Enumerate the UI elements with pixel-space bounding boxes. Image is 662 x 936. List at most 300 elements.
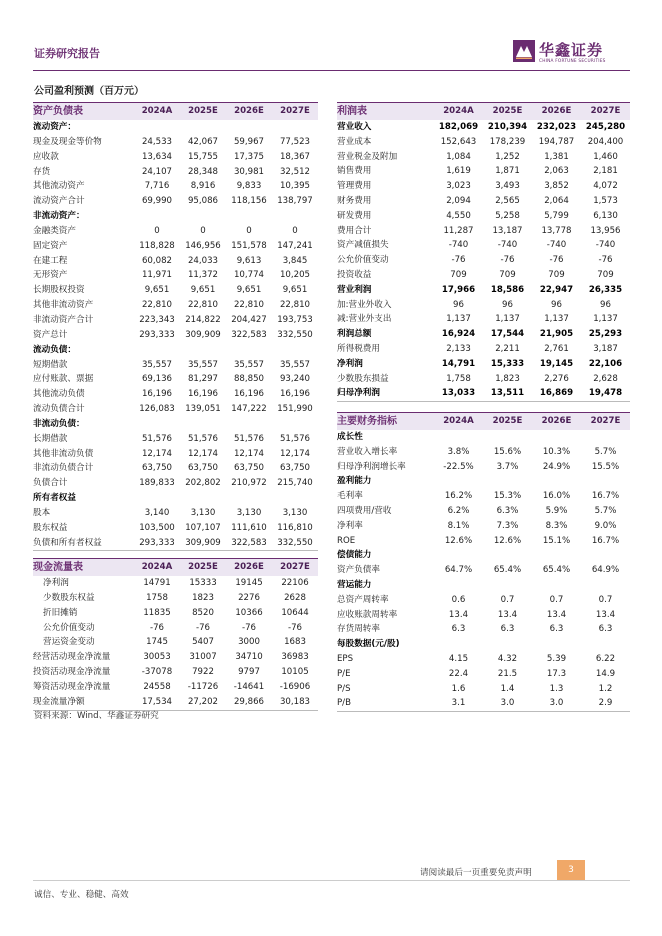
cell-value: 11,287 bbox=[443, 225, 474, 236]
row-label: 毛利率 bbox=[337, 491, 363, 502]
cell-value: 1,619 bbox=[446, 166, 471, 177]
table-row bbox=[337, 593, 630, 608]
cell-value: 96 bbox=[600, 299, 611, 310]
column-header: 2025E bbox=[180, 559, 226, 577]
row-label: 少数股东损益 bbox=[337, 373, 389, 384]
cell-value: 36983 bbox=[281, 652, 309, 663]
table-row bbox=[33, 476, 318, 491]
balance-sheet-table bbox=[33, 102, 318, 551]
cell-value: 17.3 bbox=[546, 668, 567, 679]
row-label: 非流动资产合计 bbox=[33, 314, 94, 325]
row-label: 归母净利润增长率 bbox=[337, 461, 406, 472]
cell-value: 6.3% bbox=[496, 505, 519, 516]
cell-value bbox=[483, 474, 532, 489]
row-label: 现金及现金等价物 bbox=[33, 136, 102, 147]
row-label: 偿债能力 bbox=[337, 550, 372, 561]
cell-value bbox=[581, 430, 630, 445]
cell-value: 22,810 bbox=[187, 300, 219, 311]
cell-value: 11,971 bbox=[141, 270, 173, 281]
cell-value: 18,367 bbox=[279, 151, 311, 162]
cell-value: 5.7% bbox=[594, 446, 617, 457]
table-row bbox=[337, 652, 630, 667]
cell-value: 4.15 bbox=[448, 653, 469, 664]
cell-value bbox=[134, 120, 180, 135]
cell-value: 4,550 bbox=[446, 210, 471, 221]
cell-value: 77,523 bbox=[279, 136, 311, 147]
cell-value: 3.0 bbox=[532, 696, 581, 711]
cell-value: 13.4 bbox=[595, 609, 616, 620]
cell-value: 10105 bbox=[281, 667, 309, 678]
cell-value: -37078 bbox=[141, 667, 173, 678]
cell-value: 15.3% bbox=[493, 491, 522, 502]
cell-value: 60,082 bbox=[141, 255, 173, 266]
table-row bbox=[337, 445, 630, 460]
table-row bbox=[33, 506, 318, 521]
cell-value: 2276 bbox=[238, 592, 260, 603]
cell-value: 64.7% bbox=[444, 565, 473, 576]
income-statement-table bbox=[337, 102, 630, 402]
cell-value: 1,381 bbox=[544, 151, 569, 162]
cell-value: 16,196 bbox=[279, 389, 311, 400]
cell-value: 2,064 bbox=[544, 195, 569, 206]
cell-value bbox=[180, 120, 226, 135]
cell-value: 118,828 bbox=[139, 240, 175, 251]
cell-value: 245,280 bbox=[585, 122, 626, 132]
row-label: 筹资活动现金净流量 bbox=[33, 681, 111, 692]
cell-value: 30,183 bbox=[272, 695, 318, 710]
column-header: 2025E bbox=[180, 103, 226, 121]
row-label: 成长性 bbox=[337, 432, 363, 443]
table-header-row bbox=[33, 559, 318, 577]
table-row bbox=[337, 667, 630, 682]
cell-value: 210,972 bbox=[231, 478, 267, 489]
cell-value: 93,240 bbox=[279, 374, 311, 385]
cell-value: 10,395 bbox=[279, 181, 311, 192]
table-row bbox=[33, 268, 318, 283]
header-divider bbox=[33, 70, 630, 71]
table-row bbox=[33, 179, 318, 194]
cell-value bbox=[272, 343, 318, 358]
cell-value: 1,137 bbox=[446, 314, 471, 325]
cell-value bbox=[226, 343, 272, 358]
cell-value bbox=[272, 417, 318, 432]
cell-value: 24558 bbox=[143, 681, 171, 692]
row-label: P/E bbox=[337, 668, 351, 679]
cell-value: 6.3 bbox=[598, 624, 613, 635]
cell-value: 152,643 bbox=[440, 136, 477, 147]
cell-value: 51,576 bbox=[187, 433, 219, 444]
logo-text-en: CHINA FORTUNE SECURITIES bbox=[539, 59, 606, 64]
row-label: 净利润 bbox=[337, 358, 363, 369]
cell-value: 118,156 bbox=[231, 196, 267, 207]
cell-value: 1,137 bbox=[544, 314, 569, 325]
row-label: 营运能力 bbox=[337, 579, 372, 590]
cell-value: 0 bbox=[154, 225, 160, 236]
cell-value: 309,909 bbox=[185, 329, 221, 340]
page-number-badge: 3 bbox=[557, 860, 585, 880]
cell-value: -76 bbox=[598, 255, 613, 266]
table-row bbox=[33, 239, 318, 254]
cell-value: 15.5% bbox=[591, 461, 620, 472]
cell-value bbox=[434, 548, 483, 563]
cell-value: 0.7 bbox=[549, 594, 564, 605]
row-label: 管理费用 bbox=[337, 181, 372, 192]
cell-value: 27,202 bbox=[180, 695, 226, 710]
table-row bbox=[337, 327, 630, 342]
cell-value: 1.2 bbox=[598, 683, 613, 694]
table-row bbox=[33, 417, 318, 432]
cell-value: 4.32 bbox=[497, 653, 518, 664]
cell-value bbox=[226, 491, 272, 506]
cell-value: 5407 bbox=[192, 637, 214, 648]
table-header-row bbox=[337, 103, 630, 121]
row-label: P/S bbox=[337, 683, 351, 694]
cell-value: 2,181 bbox=[593, 166, 618, 177]
cell-value bbox=[134, 209, 180, 224]
row-label: 营业收入增长率 bbox=[337, 446, 398, 457]
cell-value: 13,634 bbox=[141, 151, 173, 162]
cell-value: 146,956 bbox=[185, 240, 221, 251]
cell-value: 1823 bbox=[192, 592, 214, 603]
cell-value: 11835 bbox=[143, 607, 171, 618]
cell-value: 16.2% bbox=[444, 491, 473, 502]
row-label: 现金流量净额 bbox=[33, 695, 134, 710]
cell-value: 194,787 bbox=[538, 136, 575, 147]
cell-value: 0.6 bbox=[451, 594, 466, 605]
table-row bbox=[337, 150, 630, 165]
cell-value: 17,544 bbox=[490, 329, 525, 340]
cell-value: 22,810 bbox=[141, 300, 173, 311]
cell-value: 3,130 bbox=[236, 507, 262, 518]
row-label: 营业成本 bbox=[337, 136, 372, 147]
table-row bbox=[33, 447, 318, 462]
cell-value: 214,822 bbox=[185, 314, 221, 325]
cell-value: 34710 bbox=[235, 652, 263, 663]
row-label: 归母净利润 bbox=[337, 386, 434, 401]
cell-value bbox=[272, 491, 318, 506]
cell-value: 293,333 bbox=[134, 536, 180, 551]
table-row bbox=[33, 224, 318, 239]
table-row bbox=[337, 209, 630, 224]
cell-value: 15,333 bbox=[490, 358, 525, 369]
table-title: 资产负债表 bbox=[33, 103, 134, 121]
cell-value: 19145 bbox=[235, 578, 263, 589]
table-row bbox=[337, 238, 630, 253]
table-row bbox=[337, 622, 630, 637]
cell-value: 10.3% bbox=[542, 446, 571, 457]
cell-value: 2,211 bbox=[495, 343, 520, 354]
table-row bbox=[33, 194, 318, 209]
disclaimer-note: 请阅读最后一页重要免责声明 bbox=[420, 868, 532, 878]
cell-value: 223,343 bbox=[139, 314, 175, 325]
cell-value: 322,583 bbox=[231, 329, 267, 340]
cell-value: 3.8% bbox=[447, 446, 470, 457]
row-label: 负债合计 bbox=[33, 478, 68, 489]
cell-value: 3,130 bbox=[282, 507, 308, 518]
cell-value: 15.1% bbox=[542, 535, 571, 546]
column-header: 2026E bbox=[226, 103, 272, 121]
cell-value: 14,791 bbox=[441, 358, 476, 369]
cell-value: 3,493 bbox=[495, 181, 520, 192]
column-header: 2027E bbox=[272, 559, 318, 577]
table-title: 现金流量表 bbox=[33, 559, 134, 577]
cell-value: 9,651 bbox=[190, 285, 216, 296]
cell-value: 3.7% bbox=[496, 461, 519, 472]
row-label: 存货周转率 bbox=[337, 624, 380, 635]
cell-value: 63,750 bbox=[233, 463, 265, 474]
cell-value: 24,107 bbox=[141, 166, 173, 177]
cell-value: 21.5 bbox=[497, 668, 518, 679]
cell-value: 18,586 bbox=[490, 284, 525, 295]
table-row bbox=[337, 430, 630, 445]
cell-value: 13.4 bbox=[546, 609, 567, 620]
cell-value bbox=[180, 343, 226, 358]
cell-value: 16.7% bbox=[591, 491, 620, 502]
cell-value: 9797 bbox=[238, 667, 260, 678]
row-label: 每股数据(元/股) bbox=[337, 639, 400, 650]
cell-value: 126,083 bbox=[139, 404, 175, 415]
cell-value: 1,823 bbox=[495, 373, 520, 384]
table-row bbox=[337, 253, 630, 268]
row-label: 净利润 bbox=[43, 578, 69, 588]
cell-value: 16,196 bbox=[187, 389, 219, 400]
cell-value: 8.1% bbox=[447, 520, 470, 531]
cell-value: 63,750 bbox=[187, 463, 219, 474]
cell-value: 16,196 bbox=[141, 389, 173, 400]
cell-value: 21,905 bbox=[539, 329, 574, 340]
row-label: 在建工程 bbox=[33, 255, 68, 266]
cell-value: 11,372 bbox=[187, 270, 219, 281]
cash-flow-table bbox=[33, 558, 318, 711]
cell-value bbox=[180, 209, 226, 224]
row-label: 净利率 bbox=[337, 520, 363, 531]
table-row bbox=[337, 298, 630, 313]
cell-value: 1683 bbox=[284, 637, 306, 648]
row-label: 加:营业外收入 bbox=[337, 299, 392, 310]
cell-value: -22.5% bbox=[443, 461, 474, 472]
table-row bbox=[337, 608, 630, 623]
table-title: 利润表 bbox=[337, 103, 434, 121]
table-row bbox=[33, 165, 318, 180]
cell-value: 96 bbox=[453, 299, 464, 310]
cell-value bbox=[434, 474, 483, 489]
cell-value: 1745 bbox=[146, 637, 168, 648]
cell-value: 309,909 bbox=[180, 536, 226, 551]
table-row bbox=[337, 179, 630, 194]
table-row bbox=[337, 342, 630, 357]
table-row bbox=[337, 312, 630, 327]
cell-value: 0 bbox=[292, 225, 298, 236]
cell-value: 116,810 bbox=[277, 522, 313, 533]
cell-value: 12,174 bbox=[141, 448, 173, 459]
row-label: 应付账款、票据 bbox=[33, 374, 94, 385]
cell-value: 81,297 bbox=[187, 374, 219, 385]
row-label: 非流动负债合计 bbox=[33, 463, 94, 474]
cell-value: 13,187 bbox=[492, 225, 523, 236]
cell-value: 3,845 bbox=[282, 255, 308, 266]
cell-value: 178,239 bbox=[489, 136, 526, 147]
cell-value: -16906 bbox=[279, 681, 311, 692]
cell-value bbox=[434, 637, 483, 652]
row-label: 财务费用 bbox=[337, 195, 372, 206]
row-label: 公允价值变动 bbox=[337, 255, 389, 266]
cell-value: 6.22 bbox=[595, 653, 616, 664]
row-label: 少数股东权益 bbox=[43, 592, 95, 603]
cell-value: 0.7 bbox=[500, 594, 515, 605]
row-label: 盈利能力 bbox=[337, 476, 372, 487]
logo-mark-icon bbox=[513, 40, 535, 62]
row-label: 利润总额 bbox=[337, 329, 372, 340]
cell-value: 6.3 bbox=[549, 624, 564, 635]
cell-value: 5.9% bbox=[545, 505, 568, 516]
row-label: 营业税金及附加 bbox=[337, 151, 398, 162]
cell-value bbox=[532, 430, 581, 445]
cell-value: 1,573 bbox=[593, 195, 618, 206]
table-header-row bbox=[33, 103, 318, 121]
cell-value: 8,916 bbox=[190, 181, 216, 192]
cell-value: 3000 bbox=[238, 637, 260, 648]
cell-value: 30053 bbox=[143, 652, 171, 663]
cell-value: 2,094 bbox=[446, 195, 471, 206]
cell-value: 95,086 bbox=[187, 196, 219, 207]
row-label: 投资活动现金净流量 bbox=[33, 667, 111, 678]
cell-value: 35,557 bbox=[187, 359, 219, 370]
row-label: 折旧摊销 bbox=[43, 607, 78, 618]
cell-value: 293,333 bbox=[139, 329, 175, 340]
cell-value: 15333 bbox=[189, 578, 217, 589]
table-row bbox=[337, 682, 630, 697]
cell-value bbox=[483, 548, 532, 563]
cell-value: 22106 bbox=[281, 578, 309, 589]
table-row bbox=[337, 489, 630, 504]
cell-value: 2,276 bbox=[544, 373, 569, 384]
table-row bbox=[337, 194, 630, 209]
row-label: 其他非流动资产 bbox=[33, 300, 94, 311]
cell-value: 2,133 bbox=[446, 343, 471, 354]
cell-value bbox=[434, 430, 483, 445]
table-row bbox=[337, 224, 630, 239]
cell-value: 42,067 bbox=[187, 136, 219, 147]
table-row bbox=[337, 563, 630, 578]
row-label: EPS bbox=[337, 653, 354, 664]
cell-value: 1,871 bbox=[495, 166, 520, 177]
cell-value: 35,557 bbox=[279, 359, 311, 370]
table-row bbox=[33, 209, 318, 224]
cell-value: 3,023 bbox=[446, 181, 471, 192]
cell-value: 1.6 bbox=[451, 683, 466, 694]
row-label: 固定资产 bbox=[33, 240, 68, 251]
cell-value: 15.6% bbox=[493, 446, 522, 457]
cell-value: 9,651 bbox=[144, 285, 170, 296]
cell-value: 147,241 bbox=[277, 240, 313, 251]
cell-value: 30,981 bbox=[233, 166, 265, 177]
cell-value: 24.9% bbox=[542, 461, 571, 472]
row-label: 股东权益 bbox=[33, 522, 68, 533]
cell-value: 4,072 bbox=[593, 181, 618, 192]
cell-value: 59,967 bbox=[233, 136, 265, 147]
column-header: 2025E bbox=[483, 413, 532, 431]
cell-value: -76 bbox=[149, 622, 165, 633]
row-label: 其他流动资产 bbox=[33, 181, 85, 192]
cell-value: 19,478 bbox=[581, 386, 630, 401]
cell-value: 12.6% bbox=[444, 535, 473, 546]
table-row bbox=[337, 386, 630, 401]
table-row bbox=[337, 120, 630, 135]
cell-value bbox=[180, 417, 226, 432]
cell-value: -76 bbox=[549, 255, 564, 266]
table-row bbox=[337, 268, 630, 283]
table-row bbox=[33, 358, 318, 373]
table-row bbox=[33, 461, 318, 476]
cell-value: 14791 bbox=[143, 578, 171, 589]
table-row bbox=[337, 578, 630, 593]
cell-value: 24,033 bbox=[187, 255, 219, 266]
cell-value: 232,023 bbox=[536, 122, 577, 132]
table-row bbox=[33, 432, 318, 447]
cell-value bbox=[134, 417, 180, 432]
cell-value: 32,512 bbox=[279, 166, 311, 177]
table-row bbox=[33, 372, 318, 387]
cell-value: 17,375 bbox=[233, 151, 265, 162]
cell-value: 3,140 bbox=[144, 507, 170, 518]
cell-value: 17,966 bbox=[441, 284, 476, 295]
cell-value: 193,753 bbox=[277, 314, 313, 325]
cell-value: 10366 bbox=[235, 607, 263, 618]
cell-value: 65.4% bbox=[493, 565, 522, 576]
forecast-title: 公司盈利预测（百万元） bbox=[34, 86, 144, 97]
cell-value: 3.0 bbox=[483, 696, 532, 711]
cell-value: 10,774 bbox=[233, 270, 265, 281]
cell-value: 22,810 bbox=[279, 300, 311, 311]
cell-value: 64.9% bbox=[591, 565, 620, 576]
cell-value: 3,852 bbox=[544, 181, 569, 192]
cell-value: 1,137 bbox=[495, 314, 520, 325]
table-row bbox=[337, 372, 630, 387]
cell-value: 12.6% bbox=[493, 535, 522, 546]
row-label: 资产总计 bbox=[33, 329, 68, 340]
cell-value bbox=[581, 548, 630, 563]
cell-value: 51,576 bbox=[279, 433, 311, 444]
table-row bbox=[33, 695, 318, 710]
row-label: 应收账款周转率 bbox=[337, 609, 398, 620]
row-label: 资产负债率 bbox=[337, 565, 380, 576]
cell-value: 7922 bbox=[192, 667, 214, 678]
row-label: 流动资产： bbox=[33, 122, 76, 132]
cell-value: 17,534 bbox=[134, 695, 180, 710]
row-label: 无形资产 bbox=[33, 270, 68, 281]
cell-value: 1,137 bbox=[593, 314, 618, 325]
cell-value: 22.4 bbox=[448, 668, 469, 679]
row-label: ROE bbox=[337, 535, 356, 546]
cell-value: 6.2% bbox=[447, 505, 470, 516]
cell-value: 322,583 bbox=[226, 536, 272, 551]
row-label: P/B bbox=[337, 696, 434, 711]
cell-value: 182,069 bbox=[438, 122, 479, 132]
table-row bbox=[337, 696, 630, 711]
table-row bbox=[33, 283, 318, 298]
cell-value: 0 bbox=[200, 225, 206, 236]
table-row bbox=[33, 298, 318, 313]
table-row bbox=[33, 135, 318, 150]
table-row bbox=[33, 680, 318, 695]
column-header: 2026E bbox=[532, 103, 581, 121]
table-row bbox=[337, 474, 630, 489]
cell-value: 13,778 bbox=[541, 225, 572, 236]
cell-value: 1.4 bbox=[500, 683, 515, 694]
row-label: 公允价值变动 bbox=[43, 622, 95, 633]
column-header: 2024A bbox=[134, 559, 180, 577]
cell-value bbox=[581, 637, 630, 652]
